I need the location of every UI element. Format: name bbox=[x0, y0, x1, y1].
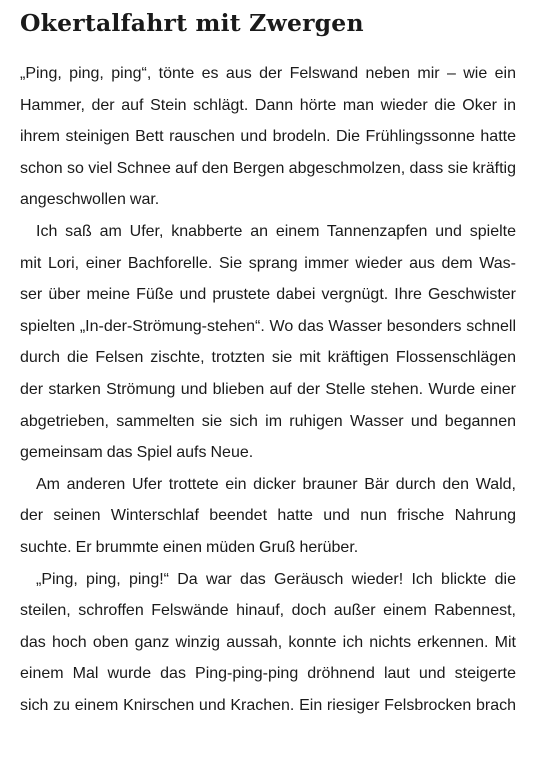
paragraph-2 bbox=[20, 216, 516, 469]
text-line: gemeinsam das Spiel aufs Neue. bbox=[20, 444, 254, 462]
text-line: einem Mal wurde das Ping-ping-ping dröhnend laut und steigerte bbox=[20, 665, 516, 683]
text-line: „Ping, ping, ping“, tönte es aus der Felswand neben mir – wie ein bbox=[20, 65, 516, 82]
text-line: durch die Felsen zischte, trotzten sie mit kräftigen Flossenschlägen bbox=[20, 349, 516, 367]
text-line: ser über meine Füße und prustete dabei vergnügt. Ihre Geschwister bbox=[20, 286, 516, 304]
page bbox=[20, 0, 516, 721]
text-line: angeschwollen war. bbox=[20, 191, 160, 209]
text-line: suchte. Er brummte einen müden Gruß herüber. bbox=[20, 538, 359, 556]
paragraph-1 bbox=[20, 58, 516, 216]
text-line: Hammer, der auf Stein schlägt. Dann hörte man wieder die Oker in bbox=[20, 96, 516, 114]
text-line: schon so viel Schnee auf den Bergen abgeschmolzen, dass sie kräftig bbox=[20, 159, 516, 177]
text-line: „Ping, ping, ping!“ Da war das Geräusch wieder! Ich blickte die bbox=[36, 570, 516, 588]
text-line: ihrem steinigen Bett rauschen und brodeln. Die Frühlingssonne hatte bbox=[20, 128, 516, 146]
text-line: der seinen Winterschlaf beendet hatte und nun frische Nahrung bbox=[20, 507, 516, 525]
text-line: mit Lori, einer Bachforelle. Sie sprang immer wieder aus dem Was- bbox=[20, 254, 516, 272]
text-line: sich zu einem Knirschen und Krachen. Ein riesiger Felsbrocken brach bbox=[20, 696, 516, 714]
text-line: Ich saß am Ufer, knabberte an einem Tannenzapfen und spielte bbox=[36, 222, 516, 240]
paragraph-3 bbox=[20, 469, 516, 564]
text-line: steilen, schroffen Felswände hinauf, doch außer einem Rabennest, bbox=[20, 602, 516, 620]
paragraph-4 bbox=[20, 564, 516, 722]
text-line: der starken Strömung und blieben auf der Stelle stehen. Wurde einer bbox=[20, 380, 516, 398]
page-title: Okertalfahrt mit Zwergen bbox=[20, 9, 364, 37]
text-line: spielten „In-der-Strömung-stehen“. Wo das Wasser besonders schnell bbox=[20, 317, 516, 335]
text-line: abgetrieben, sammelten sie sich im ruhigen Wasser und begannen bbox=[20, 412, 516, 430]
text-line: das hoch oben ganz winzig aussah, konnte ich nichts erkennen. Mit bbox=[20, 633, 516, 651]
text-line: Am anderen Ufer trottete ein dicker brauner Bär durch den Wald, bbox=[36, 475, 516, 493]
